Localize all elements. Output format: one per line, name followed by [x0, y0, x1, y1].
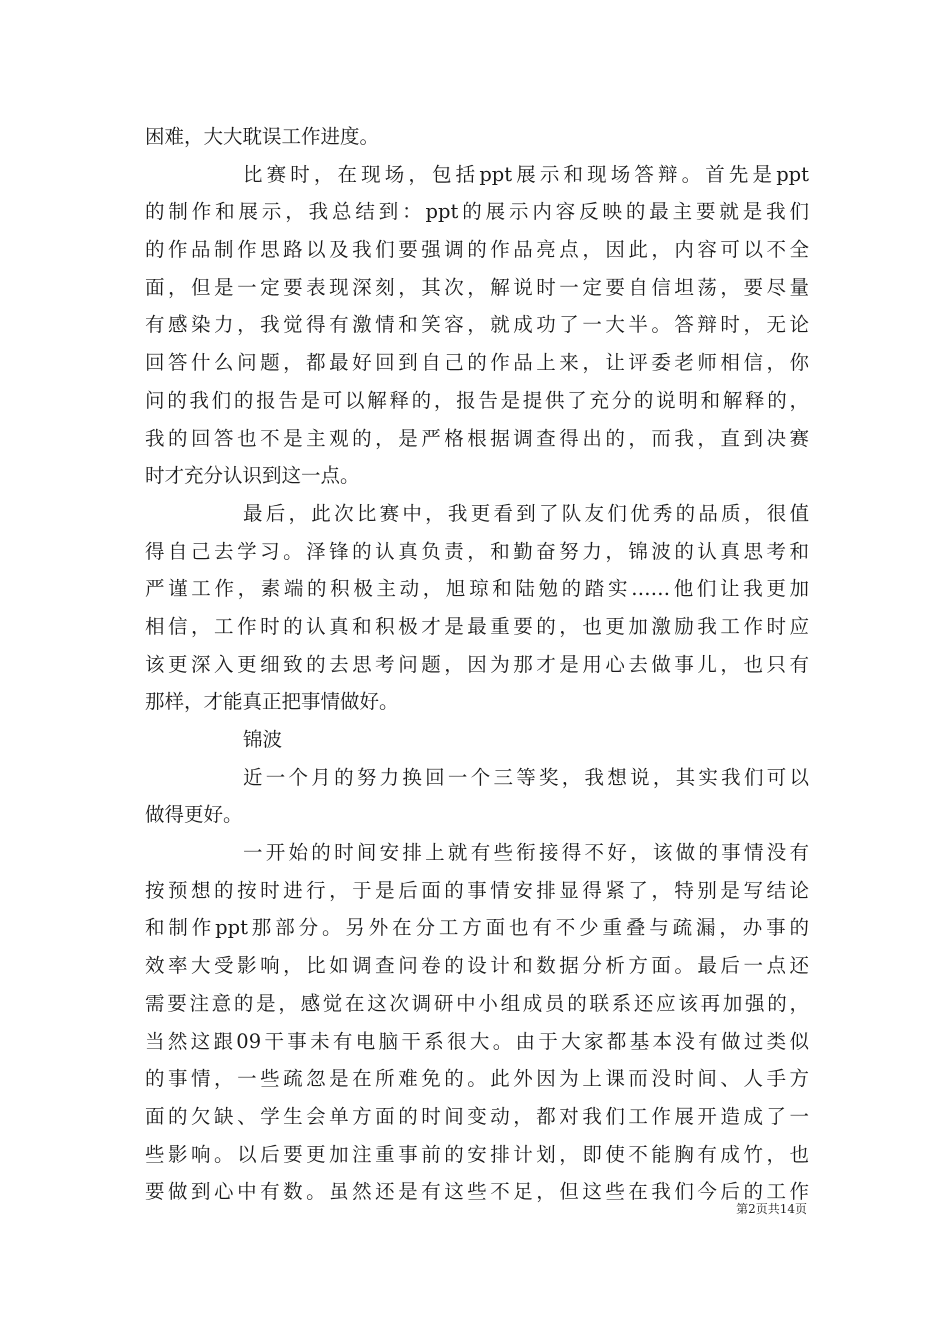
- text-line: 我的回答也不是主观的，是严格根据调查得出的，而我，直到决赛: [145, 426, 809, 450]
- text-line: 比赛时，在现场，包括ppt展示和现场答辩。首先是ppt: [243, 162, 809, 186]
- text-line: 当然这跟09干事未有电脑干系很大。由于大家都基本没有做过类似: [145, 1029, 809, 1053]
- text-line: 的制作和展示，我总结到：ppt的展示内容反映的最主要就是我们: [145, 200, 809, 224]
- text-line: 问的我们的报告是可以解释的，报告是提供了充分的说明和解释的，: [145, 388, 809, 412]
- text-line: 相信，工作时的认真和积极才是最重要的，也更加激励我工作时应: [145, 614, 809, 638]
- text-line: 要做到心中有数。虽然还是有这些不足，但这些在我们今后的工作: [145, 1180, 809, 1204]
- text-line: 面的欠缺、学生会单方面的时间变动，都对我们工作展开造成了一: [145, 1104, 809, 1128]
- text-line: 得自己去学习。泽锋的认真负责，和勤奋努力，锦波的认真思考和: [145, 539, 809, 563]
- text-line: 一开始的时间安排上就有些衔接得不好，该做的事情没有: [243, 841, 809, 865]
- text-line: 那样，才能真正把事情做好。: [145, 690, 399, 714]
- text-line: 锦波: [243, 728, 283, 751]
- text-line: 有感染力，我觉得有激情和笑容，就成功了一大半。答辩时，无论: [145, 313, 809, 337]
- text-line: 该更深入更细致的去思考问题，因为那才是用心去做事儿，也只有: [145, 652, 809, 676]
- text-line: 面，但是一定要表现深刻，其次，解说时一定要自信坦荡，要尽量: [145, 275, 809, 299]
- text-line: 些影响。以后要更加注重事前的安排计划，即使不能胸有成竹，也: [145, 1142, 809, 1166]
- text-line: 近一个月的努力换回一个三等奖，我想说，其实我们可以: [243, 765, 809, 789]
- text-line: 的事情，一些疏忽是在所难免的。此外因为上课而没时间、人手方: [145, 1067, 809, 1091]
- text-line: 困难，大大耽误工作进度。: [145, 125, 380, 148]
- text-line: 需要注意的是，感觉在这次调研中小组成员的联系还应该再加强的，: [145, 991, 809, 1015]
- text-line: 的作品制作思路以及我们要强调的作品亮点，因此，内容可以不全: [145, 238, 809, 262]
- text-line: 和制作ppt那部分。另外在分工方面也有不少重叠与疏漏，办事的: [145, 916, 809, 940]
- text-line: 最后，此次比赛中，我更看到了队友们优秀的品质，很值: [243, 501, 809, 525]
- text-line: 做得更好。: [145, 803, 243, 827]
- document-body: [145, 118, 809, 1211]
- text-line: 严谨工作，素端的积极主动，旭琼和陆勉的踏实……他们让我更加: [145, 577, 809, 601]
- text-line: 效率大受影响，比如调查问卷的设计和数据分析方面。最后一点还: [145, 954, 809, 978]
- page-number: 第2页共14页: [736, 1202, 807, 1216]
- text-line: 时才充分认识到这一点。: [145, 464, 360, 488]
- text-line: 回答什么问题，都最好回到自己的作品上来，让评委老师相信，你: [145, 351, 809, 375]
- text-line: 按预想的按时进行，于是后面的事情安排显得紧了，特别是写结论: [145, 878, 809, 902]
